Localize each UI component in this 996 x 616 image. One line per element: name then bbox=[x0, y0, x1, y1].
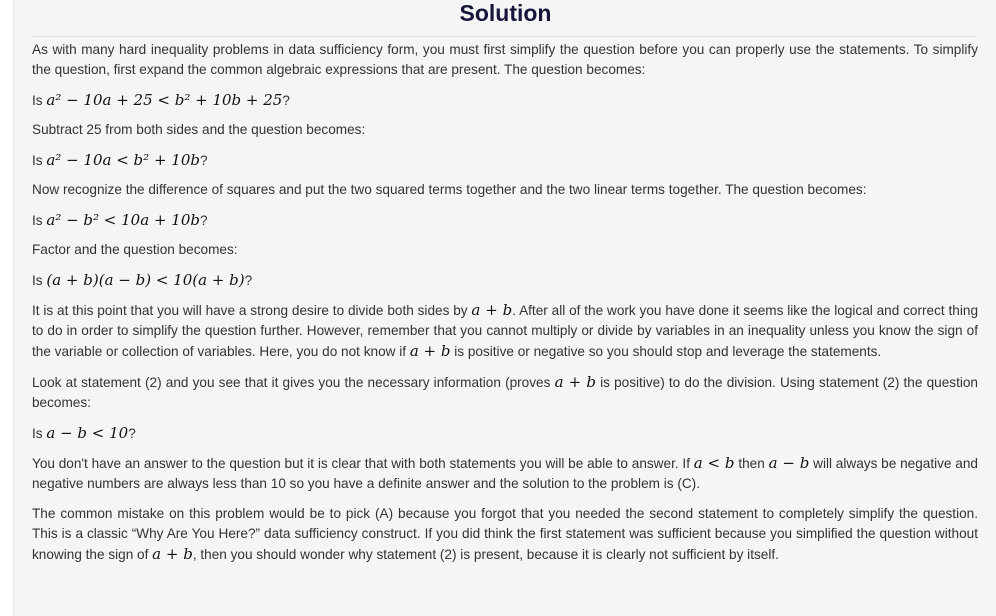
paragraph-difference-of-squares: Now recognize the difference of squares and put the two squared terms together and the two linear terms together. The question becomes: bbox=[32, 182, 867, 197]
title-divider bbox=[32, 36, 977, 37]
math-expression: a² − b² < 10a + 10b bbox=[46, 211, 200, 229]
math-inline: a − b bbox=[768, 454, 810, 472]
math-inline: a + b bbox=[409, 342, 451, 360]
equation-1: Is a² − 10a + 25 < b² + 10b + 25? bbox=[32, 91, 290, 109]
paragraph-subtract: Subtract 25 from both sides and the question becomes: bbox=[32, 122, 366, 137]
equation-5: Is a − b < 10? bbox=[32, 424, 136, 442]
solution-panel bbox=[13, 0, 996, 616]
math-inline: a < b bbox=[693, 454, 735, 472]
paragraph-divide-warning: It is at this point that you will have a strong desire to divide both sides by a + b. After all of the work you have done it seems like the logical and correct thing to do in order to simplify the question further. However, remember that you cannot multiply or divide by variables in an inequality unless you know the sign of the variable or collection of variables. Here, you do not know if a + b is positive or negative so you should stop and leverage the statements. bbox=[32, 301, 979, 360]
solution-body bbox=[32, 40, 978, 575]
paragraph-intro: As with many hard inequality problems in data sufficiency form, you must first simplify the question before you can properly use the statements. To simplify the question, first expand the common algebraic expressions that are present. The question becomes: bbox=[32, 42, 978, 77]
math-expression: a − b < 10 bbox=[46, 424, 129, 442]
math-expression: a² − 10a < b² + 10b bbox=[46, 151, 200, 169]
paragraph-common-mistake: The common mistake on this problem would be to pick (A) because you forgot that you needed the second statement to completely simplify the question. This is a classic “Why Are You Here?” data sufficiency construct. If you did think the first statement was sufficient because you simplified the question without knowing the sign of a + b, then you should wonder why statement (2) is present, because it is clearly not sufficient by itself. bbox=[32, 506, 978, 563]
page-title: Solution bbox=[459, 0, 552, 26]
math-expression: a² − 10a + 25 < b² + 10b + 25 bbox=[46, 91, 283, 109]
math-expression: (a + b)(a − b) < 10(a + b) bbox=[46, 271, 245, 289]
equation-2: Is a² − 10a < b² + 10b? bbox=[32, 151, 208, 169]
equation-3: Is a² − b² < 10a + 10b? bbox=[32, 211, 208, 229]
paragraph-statement-2: Look at statement (2) and you see that it gives you the necessary information (proves a + b is positive) to do the division. Using statement (2) the question becomes: bbox=[32, 373, 978, 410]
math-inline: a + b bbox=[554, 373, 596, 391]
paragraph-factor: Factor and the question becomes: bbox=[32, 242, 238, 257]
math-inline: a + b bbox=[152, 545, 193, 563]
math-inline: a + b bbox=[471, 301, 513, 319]
paragraph-answer: You don't have an answer to the question but it is clear that with both statements you will be able to answer. If a < b then a − b will always be negative and negative numbers are always less than 10 so you have a definite answer and the solution to the problem is (C). bbox=[32, 454, 978, 491]
equation-4: Is (a + b)(a − b) < 10(a + b)? bbox=[32, 271, 253, 289]
